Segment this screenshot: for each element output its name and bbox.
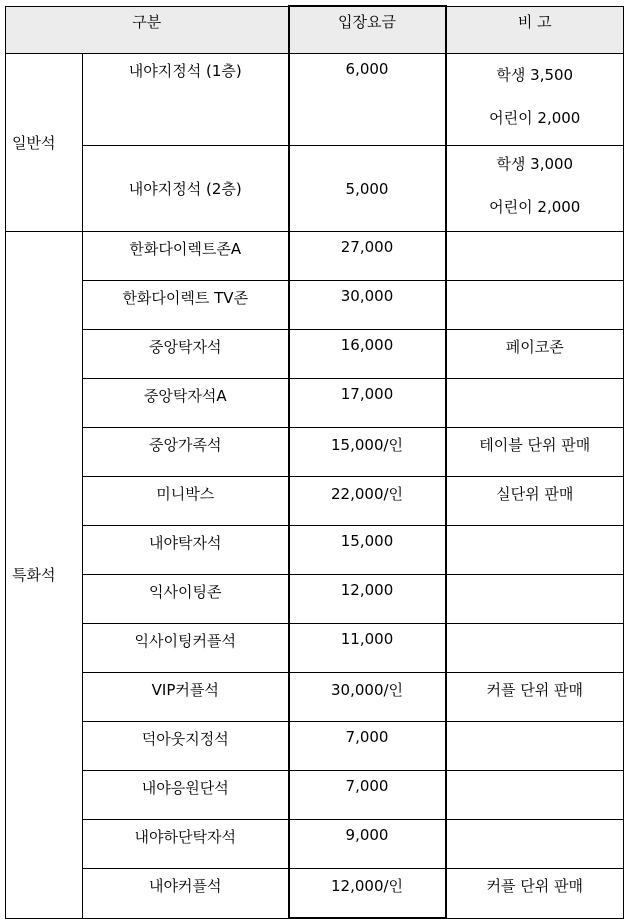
- seat-note: [446, 281, 624, 330]
- table-row: [6, 869, 624, 919]
- seat-name: 미니박스: [83, 477, 289, 526]
- seat-note: [446, 624, 624, 673]
- seat-fee: 22,000/인: [289, 477, 446, 526]
- seat-note: 커플 단위 판매: [446, 869, 624, 919]
- seat-name: VIP커플석: [83, 673, 289, 722]
- table-row: [6, 771, 624, 820]
- group-label-general: 일반석: [6, 54, 83, 232]
- table-row: [6, 428, 624, 477]
- table-row: [6, 820, 624, 869]
- table-row: [6, 477, 624, 526]
- header-row: [6, 6, 624, 54]
- group-label-special: 특화석: [6, 232, 83, 919]
- table-row: [6, 575, 624, 624]
- seat-name: 내야지정석 (1층): [83, 54, 289, 146]
- table-row: [6, 232, 624, 281]
- seat-fee: 15,000/인: [289, 428, 446, 477]
- seat-fee: 17,000: [289, 379, 446, 428]
- seat-fee: 30,000: [289, 281, 446, 330]
- seat-name: 익사이팅커플석: [83, 624, 289, 673]
- seat-note: [446, 820, 624, 869]
- seat-name: 중앙탁자석A: [83, 379, 289, 428]
- seat-name: 내야탁자석: [83, 526, 289, 575]
- seat-note: 테이블 단위 판매: [446, 428, 624, 477]
- seat-fee: 7,000: [289, 771, 446, 820]
- seat-fee: 9,000: [289, 820, 446, 869]
- seat-name: 중앙가족석: [83, 428, 289, 477]
- seat-name: 중앙탁자석: [83, 330, 289, 379]
- seat-fee: 12,000: [289, 575, 446, 624]
- seat-fee: 15,000: [289, 526, 446, 575]
- seat-note: [446, 232, 624, 281]
- table-row: [6, 146, 624, 232]
- seat-name: 내야응원단석: [83, 771, 289, 820]
- seat-note: [446, 526, 624, 575]
- seat-note: [446, 771, 624, 820]
- seat-note: [446, 54, 624, 146]
- header-category: 구분: [6, 6, 289, 54]
- table-row: [6, 330, 624, 379]
- seat-fee: 16,000: [289, 330, 446, 379]
- table-row: [6, 54, 624, 146]
- table-row: [6, 624, 624, 673]
- seat-name: 내야하단탁자석: [83, 820, 289, 869]
- seat-fee: 12,000/인: [289, 869, 446, 919]
- seat-fee: 27,000: [289, 232, 446, 281]
- seat-note: 커플 단위 판매: [446, 673, 624, 722]
- seat-note: [446, 722, 624, 771]
- table-row: [6, 673, 624, 722]
- seat-name: 한화다이렉트존A: [83, 232, 289, 281]
- table-row: [6, 526, 624, 575]
- seat-name: 덕아웃지정석: [83, 722, 289, 771]
- seat-fee: 11,000: [289, 624, 446, 673]
- seat-fee: 6,000: [289, 54, 446, 146]
- note-line: 어린이 2,000: [489, 197, 581, 216]
- note-line: 학생 3,500: [496, 65, 574, 84]
- seat-fee: 7,000: [289, 722, 446, 771]
- seat-fee: 30,000/인: [289, 673, 446, 722]
- seat-note: [446, 146, 624, 232]
- seat-name: 익사이팅존: [83, 575, 289, 624]
- admission-fee-table: [5, 5, 624, 919]
- seat-note: [446, 379, 624, 428]
- note-line: 학생 3,000: [496, 154, 574, 173]
- header-fee: 입장요금: [289, 6, 446, 54]
- seat-note: 실단위 판매: [446, 477, 624, 526]
- note-line: 어린이 2,000: [489, 108, 581, 127]
- header-note: 비 고: [446, 6, 624, 54]
- seat-name: 내야지정석 (2층): [83, 146, 289, 232]
- seat-fee: 5,000: [289, 146, 446, 232]
- seat-note: 페이코존: [446, 330, 624, 379]
- table-row: [6, 722, 624, 771]
- table-row: [6, 281, 624, 330]
- seat-name: 한화다이렉트 TV존: [83, 281, 289, 330]
- seat-name: 내야커플석: [83, 869, 289, 919]
- seat-note: [446, 575, 624, 624]
- table-row: [6, 379, 624, 428]
